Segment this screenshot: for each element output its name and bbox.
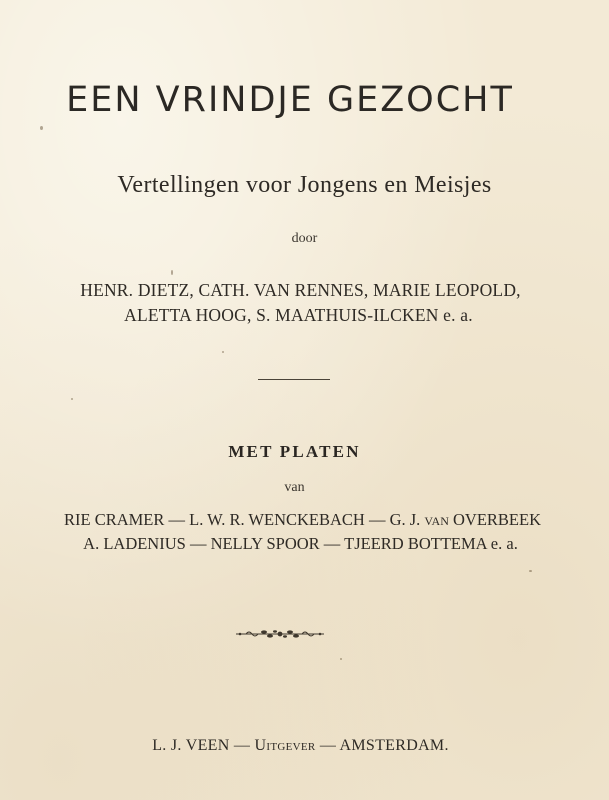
book-subtitle: Vertellingen voor Jongens en Meisjes bbox=[117, 172, 492, 198]
illustrators-line-2: A. LADENIUS — NELLY SPOOR — TJEERD BOTTEMA e. a. bbox=[83, 534, 518, 553]
publisher-role: Uitgever bbox=[254, 737, 316, 754]
illustrators-line-1-end: OVERBEEK bbox=[453, 510, 541, 529]
paper-speck bbox=[222, 351, 224, 353]
publisher-line bbox=[0, 737, 605, 755]
publisher-name: L. J. VEEN — bbox=[152, 737, 251, 754]
paper-speck bbox=[171, 270, 173, 275]
illustrators-line-1-main: RIE CRAMER — L. W. R. WENCKEBACH — G. J. bbox=[63, 510, 421, 529]
authors-line-1: HENR. DIETZ, CATH. VAN RENNES, MARIE LEOPOLD, bbox=[80, 280, 521, 300]
ornament-icon bbox=[234, 627, 326, 641]
paper-speck bbox=[71, 398, 73, 400]
illustrators-line-1 bbox=[0, 510, 607, 530]
paper-speck bbox=[40, 126, 43, 130]
illustrators-intro: van bbox=[284, 480, 305, 495]
plates-heading: MET PLATEN bbox=[228, 442, 361, 461]
illustrators-line-1-particle: van bbox=[424, 510, 449, 529]
divider-rule bbox=[258, 379, 330, 380]
book-title: EEN VRINDJE GEZOCHT bbox=[66, 80, 514, 120]
publisher-city: — AMSTERDAM. bbox=[319, 737, 449, 754]
authors-intro: door bbox=[291, 231, 318, 246]
paper-speck bbox=[340, 658, 342, 660]
paper-speck bbox=[529, 570, 532, 572]
authors-line-2: ALETTA HOOG, S. MAATHUIS-ILCKEN e. a. bbox=[124, 305, 473, 325]
